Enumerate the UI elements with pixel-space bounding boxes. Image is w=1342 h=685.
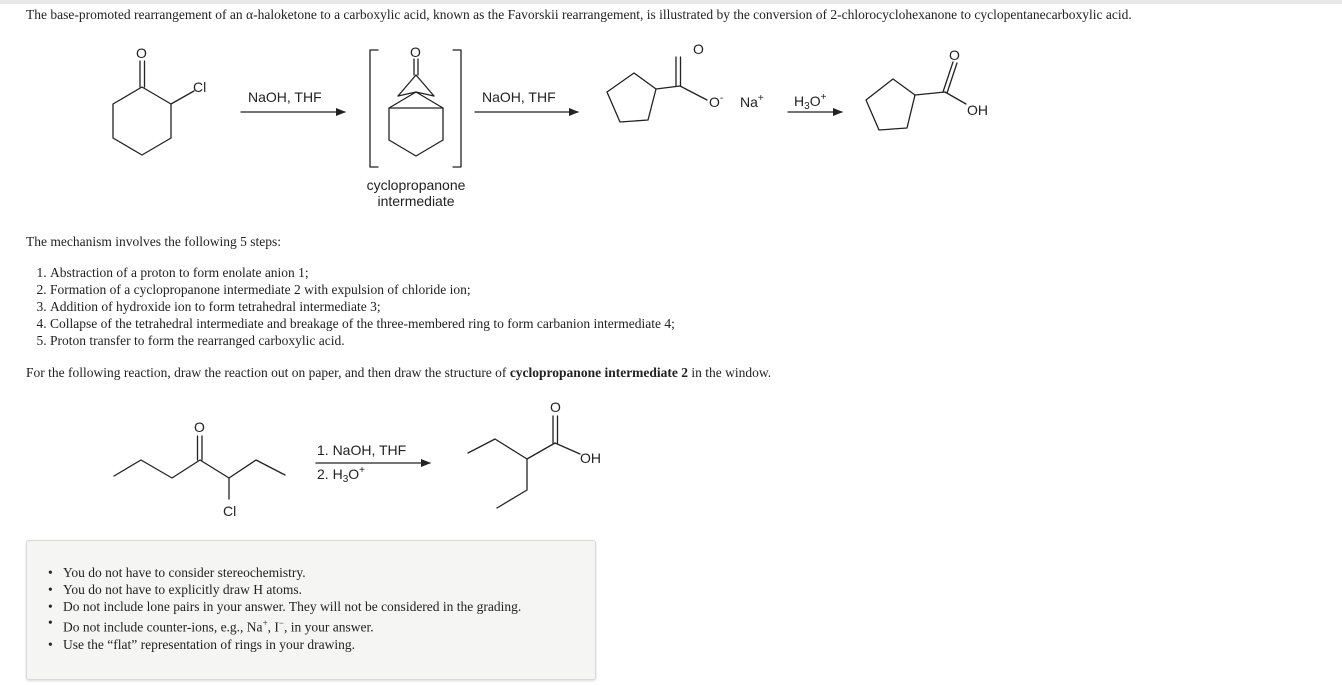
product-carbonyl-oxygen-label: O xyxy=(550,399,561,415)
intermediate-caption-2: intermediate xyxy=(377,193,455,209)
carboxylate-oxygen-label: O- xyxy=(709,93,724,110)
mechanism-steps-list xyxy=(26,264,675,349)
chlorine-label: Cl xyxy=(193,79,207,95)
instruction-item: • Do not include lone pairs in your answer. They will not be considered in the grading. xyxy=(63,599,521,616)
carboxylic-acid-structure xyxy=(866,62,966,130)
question-bold-target: cyclopropanone intermediate 2 xyxy=(509,365,689,380)
instruction-item: • You do not have to consider stereochemistry. xyxy=(63,565,521,582)
mechanism-step: 1. Abstraction of a proton to form enolate anion 1; xyxy=(50,264,675,281)
question-oxygen-label: O xyxy=(194,419,205,435)
chlorocyclohexanone-structure xyxy=(113,61,194,155)
mechanism-heading: The mechanism involves the following 5 steps: xyxy=(26,234,281,249)
question-prompt xyxy=(26,365,771,381)
instruction-item: • You do not have to explicitly draw H atoms. xyxy=(63,582,521,599)
carboxylate-carbonyl-oxygen-label: O xyxy=(693,41,704,57)
instructions-box xyxy=(26,540,596,680)
instructions-list xyxy=(63,565,521,653)
instruction-item: • Use the “flat” representation of rings in your drawing. xyxy=(63,637,521,654)
reagent-label-1: NaOH, THF xyxy=(248,89,322,105)
question-reagent-line-1: 1. NaOH, THF xyxy=(317,442,407,458)
sodium-ion-label: Na+ xyxy=(740,93,764,110)
ketone-oxygen-label: O xyxy=(136,45,147,61)
reagent-label-2: NaOH, THF xyxy=(482,89,556,105)
intermediate-oxygen-label: O xyxy=(410,44,421,60)
acid-carbonyl-oxygen-label: O xyxy=(949,47,960,63)
hydronium-label: $H_3O^+$ xyxy=(794,92,827,112)
instruction-item-counterions: • Do not include counter-ions, e.g., Na+, I−, in your answer. xyxy=(63,615,521,636)
question-reagent-line-2: 2. $H_3O^+$ xyxy=(317,465,365,485)
acid-hydroxyl-label: OH xyxy=(967,102,988,118)
intro-text: The base-promoted rearrangement of an α-haloketone to a carboxylic acid, known as the Favorskii rearrangement, is illustrated by the conversion of 2-chlorocyclohexanone to cyclopentanecarboxylic acid. xyxy=(26,7,1132,22)
mechanism-step: 2. Formation of a cyclopropanone intermediate 2 with expulsion of chloride ion; xyxy=(50,281,675,298)
intermediate-caption-1: cyclopropanone xyxy=(366,177,466,193)
cyclopropanone-intermediate-structure xyxy=(370,50,461,167)
mechanism-step: 3. Addition of hydroxide ion to form tetrahedral intermediate 3; xyxy=(50,298,675,315)
product-hydroxyl-label: OH xyxy=(580,450,601,466)
question-text-after: in the window. xyxy=(688,365,772,380)
carboxylate-structure xyxy=(607,57,707,122)
question-text-before: For the following reaction, draw the reaction out on paper, and then draw the structure of xyxy=(26,365,510,380)
question-product-structure xyxy=(468,416,580,508)
question-reactant-structure xyxy=(114,436,285,499)
question-chlorine-label: Cl xyxy=(223,503,237,519)
mechanism-step: 4. Collapse of the tetrahedral intermediate and breakage of the three-membered ring to form carbanion intermediate 4; xyxy=(50,315,675,332)
mechanism-step: 5. Proton transfer to form the rearranged carboxylic acid. xyxy=(50,332,675,349)
